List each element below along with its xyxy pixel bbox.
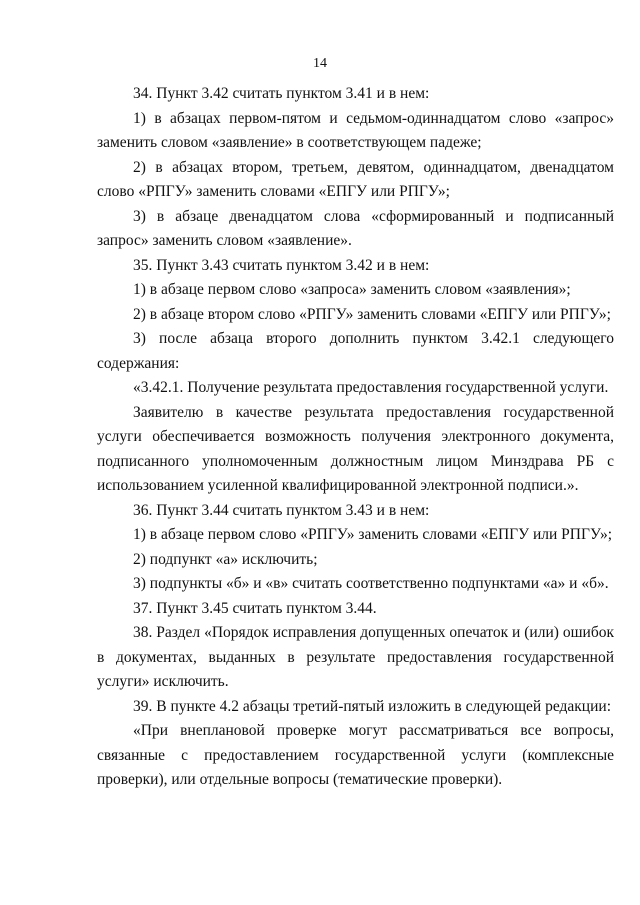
paragraph-34-item-3: 3) в абзаце двенадцатом слова «сформированный и подписанный запрос» заменить словом «заявление». (97, 207, 614, 249)
paragraph-3-42-1-title: «3.42.1. Получение результата предоставления государственной услуги. (133, 379, 609, 396)
paragraph-36-item-1: 1) в абзаце первом слово «РПГУ» заменить словами «ЕПГУ или РПГУ»; (133, 526, 613, 543)
paragraph-36-heading: 36. Пункт 3.44 считать пунктом 3.43 и в нем: (133, 501, 430, 519)
paragraph-35-item-1: 1) в абзаце первом слово «запроса» заменить словом «заявления»; (133, 281, 571, 298)
paragraph-34-item-2: 2) в абзацах втором, третьем, девятом, одиннадцатом, двенадцатом слово «РПГУ» заменить словами «ЕПГУ или РПГУ»; (97, 158, 614, 200)
document-body (97, 82, 614, 793)
paragraph-34-item-1: 1) в абзацах первом-пятом и седьмом-одиннадцатом слово «запрос» заменить словом «заявление» в соответствующем падеже; (97, 109, 614, 151)
paragraph-34-heading: 34. Пункт 3.42 считать пунктом 3.41 и в нем: (133, 85, 430, 102)
paragraph-38: 38. Раздел «Порядок исправления допущенных опечаток и (или) ошибок в документах, выданных в результате предоставления государственной услуги» исключить. (97, 624, 614, 690)
paragraph-36-item-3: 3) подпункты «б» и «в» считать соответственно подпунктами «а» и «б». (133, 575, 609, 592)
paragraph-35-item-2: 2) в абзаце втором слово «РПГУ» заменить словами «ЕПГУ или РПГУ»; (133, 305, 611, 323)
page-number: 14 (313, 56, 327, 71)
paragraph-39-text: «При внеплановой проверке могут рассматриваться все вопросы, связанные с предоставлением государственной услуги (комплексные проверки), или отдельные вопросы (тематические проверки). (97, 722, 614, 788)
paragraph-37: 37. Пункт 3.45 считать пунктом 3.44. (133, 599, 377, 617)
paragraph-35-item-3: 3) после абзаца второго дополнить пунктом 3.42.1 следующего содержания: (97, 330, 614, 372)
paragraph-3-42-1-text: Заявителю в качестве результата предоставления государственной услуги обеспечивается возможность получения электронного документа, подписанного уполномоченным должностным лицом Минздрава РБ с использованием усиленной квалифицированной электронной подписи.». (97, 403, 614, 494)
paragraph-35-heading: 35. Пункт 3.43 считать пунктом 3.42 и в нем: (133, 256, 430, 274)
paragraph-39-heading: 39. В пункте 4.2 абзацы третий-пятый изложить в следующей редакции: (133, 697, 611, 715)
paragraph-36-item-2: 2) подпункт «а» исключить; (133, 550, 318, 568)
